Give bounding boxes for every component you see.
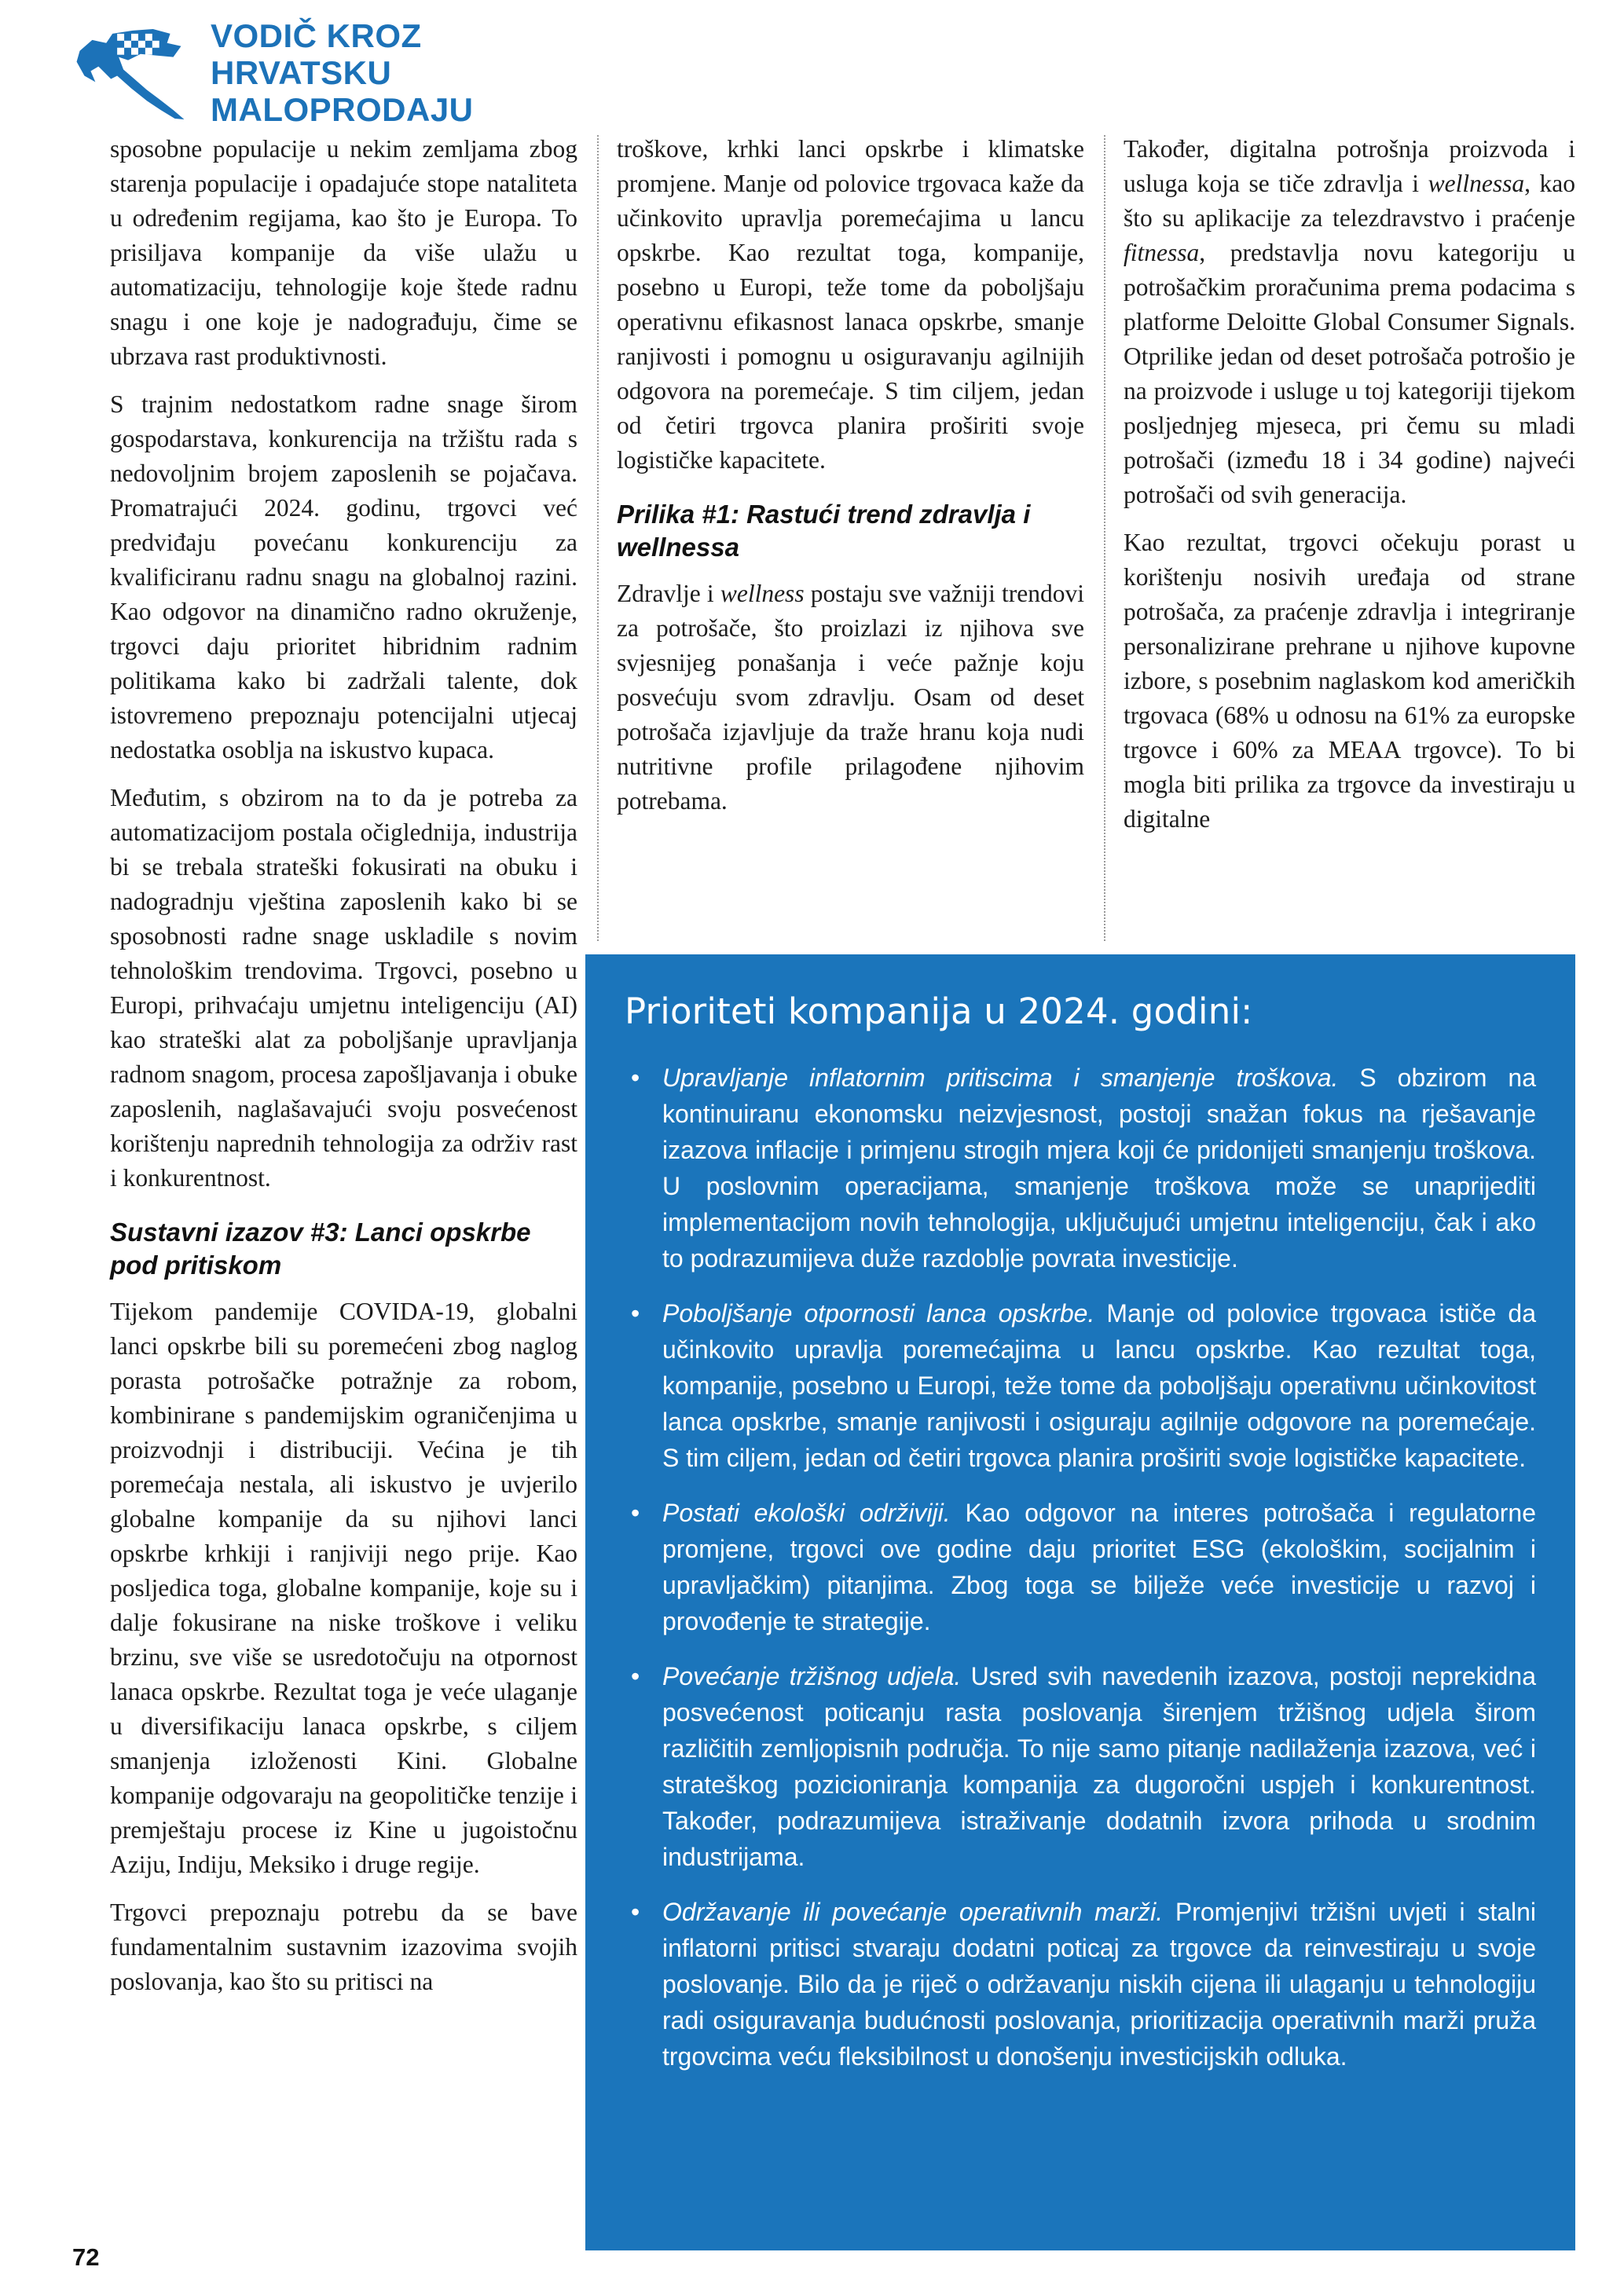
paragraph: troškove, krhki lanci opskrbe i klimatske promjene. Manje od polovice trgovaca kaže da učinkovito upravlja poremećajima u lancu opskrbe. Kao rezultat toga, kompanije, posebno u Europi, teže tome da poboljšaju operativnu efikasnost lanaca opskrbe, smanje ranjivosti i pomognu u osiguravanju agilnijih odgovora na poremećaje. S tim ciljem, jedan od četiri trgovca planira proširiti svoje logističke kapacitete. bbox=[617, 135, 1084, 474]
croatia-map-logo-icon bbox=[71, 24, 190, 122]
priority-lead: Poboljšanje otpornosti lanca opskrbe. bbox=[662, 1299, 1095, 1327]
priorities-title: Prioriteti kompanija u 2024. godini: bbox=[625, 991, 1253, 1032]
priority-lead: Povećanje tržišnog udjela. bbox=[662, 1662, 962, 1690]
paragraph: Zdravlje i wellness postaju sve važniji trendovi za potrošače, što proizlazi iz njihova sve svjesnijeg ponašanja i veće pažnje koju posvećuju svom zdravlju. Osam od deset potrošača izjavljuje da traže hranu koja nudi nutritivne profile prilagođene njihovim potrebama. bbox=[617, 580, 1084, 815]
priority-lead: Održavanje ili povećanje operativnih marži. bbox=[662, 1898, 1164, 1926]
publication-title-line-3: MALOPRODAJU bbox=[211, 91, 474, 128]
column-divider bbox=[597, 135, 599, 941]
priority-text: Manje od polovice trgovaca ističe da učinkovito upravlja poremećajima u lancu opskrbe. Kao rezultat toga, kompanije, posebno u Europi, teže tome da poboljšaju operativnu učinkovitost lanca opskrbe, smanje ranjivosti i osiguraju agilnije odgovore na poremećaje. S tim ciljem, jedan od četiri trgovca planira proširiti svoje logističke kapacitete. bbox=[662, 1299, 1537, 1472]
paragraph: S trajnim nedostatkom radne snage širom gospodarstava, konkurencija na tržištu rada s nedovoljnim brojem zaposlenih se pojačava. Promatrajući 2024. godinu, trgovci već predviđaju povećanu konkurenciju za kvalificiranu radnu snagu na globalnoj razini. Kao odgovor na dinamično radno okruženje, trgovci daju prioritet hibridnim radnim politikama kako bi zadržali talente, dok istovremeno prepoznaju potencijalni utjecaj nedostatka osoblja na iskustvo kupaca. bbox=[110, 390, 577, 764]
priority-text: Kao odgovor na interes potrošača i regulatorne promjene, trgovci ove godine daju prioritet ESG (ekološkim, socijalnim i upravljačkim) pitanjima. Zbog toga se bilježe veće investicije u razvoj i provođenje te strategije. bbox=[662, 1499, 1537, 1635]
priority-text: Usred svih navedenih izazova, postoji neprekidna posvećenost poticanju rasta poslovanja širenjem tržišnog udjela širom različitih zemljopisnih područja. To nije samo pitanje nadilaženja izazova, već i strateškog pozicioniranja kompanija za dugoročni uspjeh i konkurentnost. Također, podrazumijeva istraživanje dodatnih izvora prihoda u srodnim industrijama. bbox=[662, 1662, 1537, 1871]
text-column-3 bbox=[1124, 132, 1575, 850]
publication-title-line-1: VODIČ KROZ bbox=[211, 17, 422, 54]
column-divider bbox=[1104, 135, 1105, 941]
priority-text: S obzirom na kontinuiranu ekonomsku neizvjesnost, postoji snažan fokus na rješavanje izazova inflacije i primjenu strogih mjera koji će pridonijeti smanjenju troškova. U poslovnim operacijama, smanjenje troškova može se unaprijediti implementacijom novih tehnologija, uključujući umjetnu inteligenciju, čak i ako to podrazumijeva duže razdoblje povrata investicije. bbox=[662, 1064, 1537, 1273]
priorities-box bbox=[585, 954, 1575, 2250]
priority-item bbox=[625, 1060, 1536, 1276]
paragraph: Kao rezultat, trgovci očekuju porast u korištenju nosivih uređaja od strane potrošača, za praćenje zdravlja i integriranje personalizirane prehrane u njihove kupovne izbore, s posebnim naglaskom kod američkih trgovaca (68% u odnosu na 61% za europske trgovce i 60% za MEAA trgovce). To bi mogla biti prilika za trgovce da investiraju u digitalne bbox=[1124, 529, 1575, 833]
text-column-2 bbox=[617, 132, 1084, 832]
priority-lead: Postati ekološki održiviji. bbox=[662, 1499, 951, 1527]
priority-text: Promjenjivi tržišni uvjeti i stalni inflatorni pritisci stvaraju dodatni poticaj za trgovce da reinvestiraju u svoje poslovanje. Bilo da je riječ o održavanju niskih cijena ili ulaganju u tehnologiju radi osiguravanja budućnosti poslovanja, prioritizacija operativnih marži pruža trgovcima veću fleksibilnost u donošenju investicijskih odluka. bbox=[662, 1898, 1537, 2071]
priority-item bbox=[625, 1495, 1536, 1639]
text-column-1 bbox=[110, 132, 577, 2012]
paragraph: Međutim, s obzirom na to da je potreba za automatizacijom postala očiglednija, industrija bi se trebala strateški fokusirati na obuku i nadogradnju vještina zaposlenih kako bi se sposobnosti radne snage uskladile s novim tehnološkim trendovima. Trgovci, posebno u Europi, prihvaćaju umjetnu inteligenciju (AI) kao strateški alat za poboljšanje upravljanja radnom snagom, procesa zapošljavanja i obuke zaposlenih, naglašavajući svoju posvećenost korištenju naprednih tehnologija za održiv rast i konkurentnost. bbox=[110, 784, 577, 1192]
paragraph: Trgovci prepoznaju potrebu da se bave fundamentalnim sustavnim izazovima svojih poslovanja, kao što su pritisci na bbox=[110, 1899, 577, 1995]
priority-item bbox=[625, 1658, 1536, 1875]
page-number: 72 bbox=[72, 2243, 100, 2271]
priority-lead: Upravljanje inflatornim pritiscima i smanjenje troškova. bbox=[662, 1064, 1339, 1092]
paragraph: sposobne populacije u nekim zemljama zbog starenja populacije i opadajuće stope nataliteta u određenim regijama, kao što je Europa. To prisiljava kompanije da više ulažu u automatizaciju, tehnologije koje štede radnu snagu i one koje je nadograđuju, čime se ubrzava rast produktivnosti. bbox=[110, 135, 577, 370]
publication-title bbox=[211, 17, 474, 128]
priority-item bbox=[625, 1894, 1536, 2074]
page-header bbox=[71, 17, 474, 128]
priorities-list bbox=[625, 1060, 1536, 2074]
paragraph: Tijekom pandemije COVIDA-19, globalni lanci opskrbe bili su poremećeni zbog naglog porasta potrošačke potražnje za robom, kombinirane s pandemijskim ograničenjima u proizvodnji i distribuciji. Većina je tih poremećaja nestala, ali iskustvo je uvjerilo globalne kompanije da su njihovi lanci opskrbe krhkiji i ranjiviji nego prije. Kao posljedica toga, globalne kompanije, koje su i dalje fokusirane na niske troškove i veliku brzinu, sve više se usredotočuju na otpornost lanaca opskrbe. Rezultat toga je veće ulaganje u diversifikaciju lanaca opskrbe, s ciljem smanjenja izloženosti Kini. Globalne kompanije odgovaraju na geopolitičke tenzije i premještaju procese iz Kine u jugoistočnu Aziju, Indiju, Meksiko i druge regije. bbox=[110, 1298, 577, 1878]
paragraph: Također, digitalna potrošnja proizvoda i usluga koja se tiče zdravlja i wellnessa, kao što su aplikacije za telezdravstvo i praćenje fitnessa, predstavlja novu kategoriju u potrošačkim proračunima prema podacima s platforme Deloitte Global Consumer Signals. Otprilike jedan od deset potrošača potrošio je na proizvode i usluge u toj kategoriji tijekom posljednjeg mjeseca, pri čemu su mladi potrošači (između 18 i 34 godine) najveći potrošači od svih generacija. bbox=[1124, 135, 1576, 508]
priority-item bbox=[625, 1295, 1536, 1476]
publication-title-line-2: HRVATSKU bbox=[211, 54, 392, 91]
section-heading-opportunity-1: Prilika #1: Rastući trend zdravlja i wellnessa bbox=[617, 500, 1031, 562]
section-heading-systemic-challenge-3: Sustavni izazov #3: Lanci opskrbe pod pritiskom bbox=[110, 1218, 531, 1280]
